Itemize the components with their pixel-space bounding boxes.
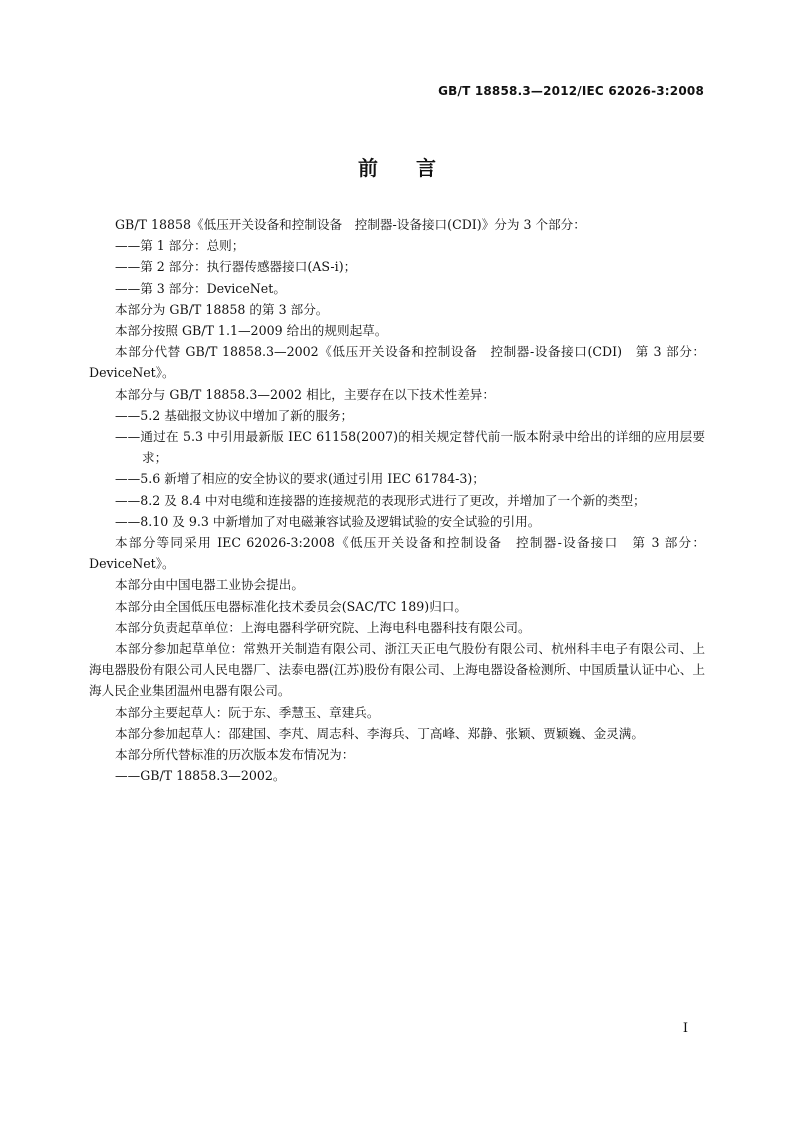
paragraph: 本部分为 GB/T 18858 的第 3 部分。	[115, 301, 329, 317]
paragraph: 本部分参加起草人：邵建国、李芃、周志科、李海兵、丁高峰、郑静、张颖、贾颖巍、金灵满。	[115, 725, 644, 741]
list-item: ——第 1 部分：总则；	[115, 238, 245, 254]
list-item: ——通过在 5.3 中引用最新版 IEC 61158(2007)的相关规定替代前一版本附录中给出的详细的应用层要求；	[115, 429, 705, 466]
paragraph: 本部分代替 GB/T 18858.3—2002《低压开关设备和控制设备 控制器-设备接口(CDI) 第 3 部分：DeviceNet》。	[89, 344, 705, 381]
paragraph: 本部分参加起草单位：常熟开关制造有限公司、浙江天正电气股份有限公司、杭州科丰电子有限公司、上海电器股份有限公司人民电器厂、法泰电器(江苏)股份有限公司、上海电器设备检测所、中国质量认证中心、上海人民企业集团温州电器有限公司。	[89, 641, 705, 699]
paragraph: 本部分由全国低压电器标准化技术委员会(SAC/TC 189)归口。	[115, 598, 467, 614]
paragraph: 本部分由中国电器工业协会提出。	[115, 577, 304, 593]
list-item: ——5.2 基础报文协议中增加了新的服务；	[115, 407, 354, 423]
paragraph: 本部分所代替标准的历次版本发布情况为：	[115, 747, 355, 763]
list-item: ——8.10 及 9.3 中新增加了对电磁兼容试验及逻辑试验的安全试验的引用。	[115, 513, 541, 529]
paragraph: GB/T 18858《低压开关设备和控制设备 控制器-设备接口(CDI)》分为 3 个部分：	[115, 217, 586, 232]
paragraph: 本部分等同采用 IEC 62026-3:2008《低压开关设备和控制设备 控制器-设备接口 第 3 部分：DeviceNet》。	[89, 535, 705, 572]
paragraph: 本部分负责起草单位：上海电器科学研究院、上海电科电器科技有限公司。	[115, 619, 531, 635]
list-item: ——GB/T 18858.3—2002。	[115, 768, 286, 784]
page-number: I	[682, 1021, 688, 1036]
list-item: ——第 2 部分：执行器传感器接口(AS-i)；	[115, 259, 357, 275]
paragraph: 本部分与 GB/T 18858.3—2002 相比，主要存在以下技术性差异：	[115, 386, 495, 402]
list-item: ——5.6 新增了相应的安全协议的要求(通过引用 IEC 61784-3)；	[115, 471, 485, 487]
page-title: 前言	[358, 156, 474, 180]
paragraph: 本部分主要起草人：阮于东、季慧玉、章建兵。	[115, 704, 380, 720]
standard-code: GB/T 18858.3—2012/IEC 62026-3:2008	[438, 84, 704, 98]
list-item: ——第 3 部分：DeviceNet。	[115, 280, 286, 296]
foreword-body	[89, 214, 705, 786]
paragraph: 本部分按照 GB/T 1.1—2009 给出的规则起草。	[115, 323, 388, 339]
list-item: ——8.2 及 8.4 中对电缆和连接器的连接规范的表现形式进行了更改，并增加了一个新的类型；	[115, 492, 646, 508]
